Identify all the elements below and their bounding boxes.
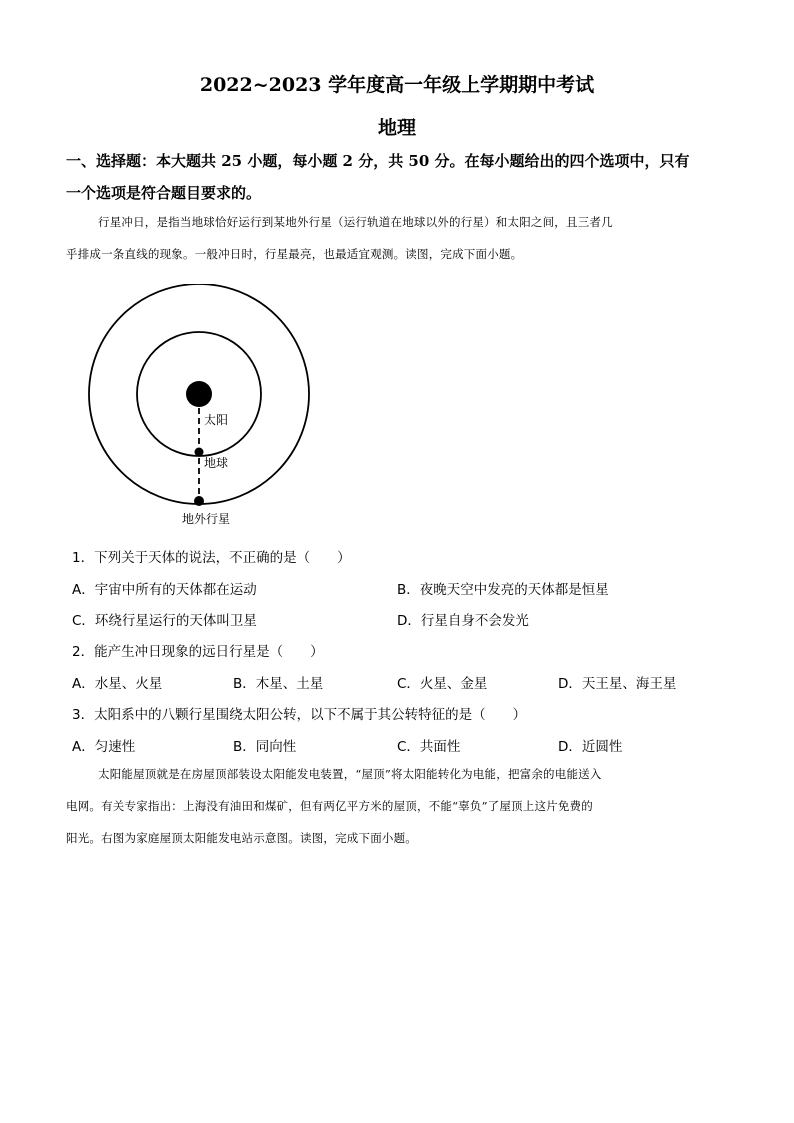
question-1-stem: 1．下列关于天体的说法，不正确的是（ ）: [72, 550, 351, 566]
question-1-option-d: D．行星自身不会发光: [397, 613, 529, 629]
question-2-option-b: B．木星、土星: [233, 676, 324, 692]
exam-title: 2022~2023 学年度高一年级上学期期中考试: [199, 74, 595, 96]
subject-title: 地理: [377, 117, 416, 139]
question-2-option-d: D．天王星、海王星: [558, 676, 677, 692]
question-3-option-a: A．匀速性: [72, 739, 136, 755]
passage2-line2: 电网。有关专家指出：上海没有油田和煤矿，但有两亿平方米的屋顶，不能“辜负”了屋顶上这片免费的: [66, 799, 593, 813]
question-1-option-a: A．宇宙中所有的天体都在运动: [72, 582, 257, 598]
question-3-option-c: C．共面性: [397, 739, 461, 755]
question-3-stem: 3．太阳系中的八颗行星围绕太阳公转，以下不属于其公转特征的是（ ）: [72, 707, 527, 723]
outer-planet-icon: [194, 496, 204, 506]
sun-icon: [186, 381, 212, 407]
section-heading-line2: 一个选项是符合题目要求的。: [66, 184, 262, 202]
earth-label: 地球: [204, 456, 229, 470]
question-1-option-c: C．环绕行星运行的天体叫卫星: [72, 613, 257, 629]
outer-planet-label: 地外行星: [182, 512, 231, 526]
question-2-option-c: C．火星、金星: [397, 676, 488, 692]
planet-opposition-diagram: [86, 284, 326, 529]
earth-icon: [195, 448, 204, 457]
section-heading-line1: 一、选择题：本大题共 25 小题，每小题 2 分，共 50 分。在每小题给出的四个选项中，只有: [66, 152, 690, 170]
question-3-option-d: D．近圆性: [558, 739, 623, 755]
question-2-stem: 2．能产生冲日现象的远日行星是（ ）: [72, 644, 324, 660]
passage2-line1: 太阳能屋顶就是在房屋顶部装设太阳能发电装置，“屋顶”将太阳能转化为电能，把富余的电能送入: [98, 767, 602, 781]
passage1-line2: 乎排成一条直线的现象。一般冲日时，行星最亮，也最适宜观测。读图，完成下面小题。: [66, 247, 523, 261]
question-1-option-b: B．夜晚天空中发亮的天体都是恒星: [397, 582, 609, 598]
passage1-line1: 行星冲日，是指当地球恰好运行到某地外行星（运行轨道在地球以外的行星）和太阳之间，且三者几: [98, 215, 613, 229]
question-3-option-b: B．同向性: [233, 739, 297, 755]
passage2-line3: 阳光。右图为家庭屋顶太阳能发电站示意图。读图，完成下面小题。: [66, 831, 417, 845]
sun-label: 太阳: [204, 413, 229, 427]
question-2-option-a: A．水星、火星: [72, 676, 163, 692]
